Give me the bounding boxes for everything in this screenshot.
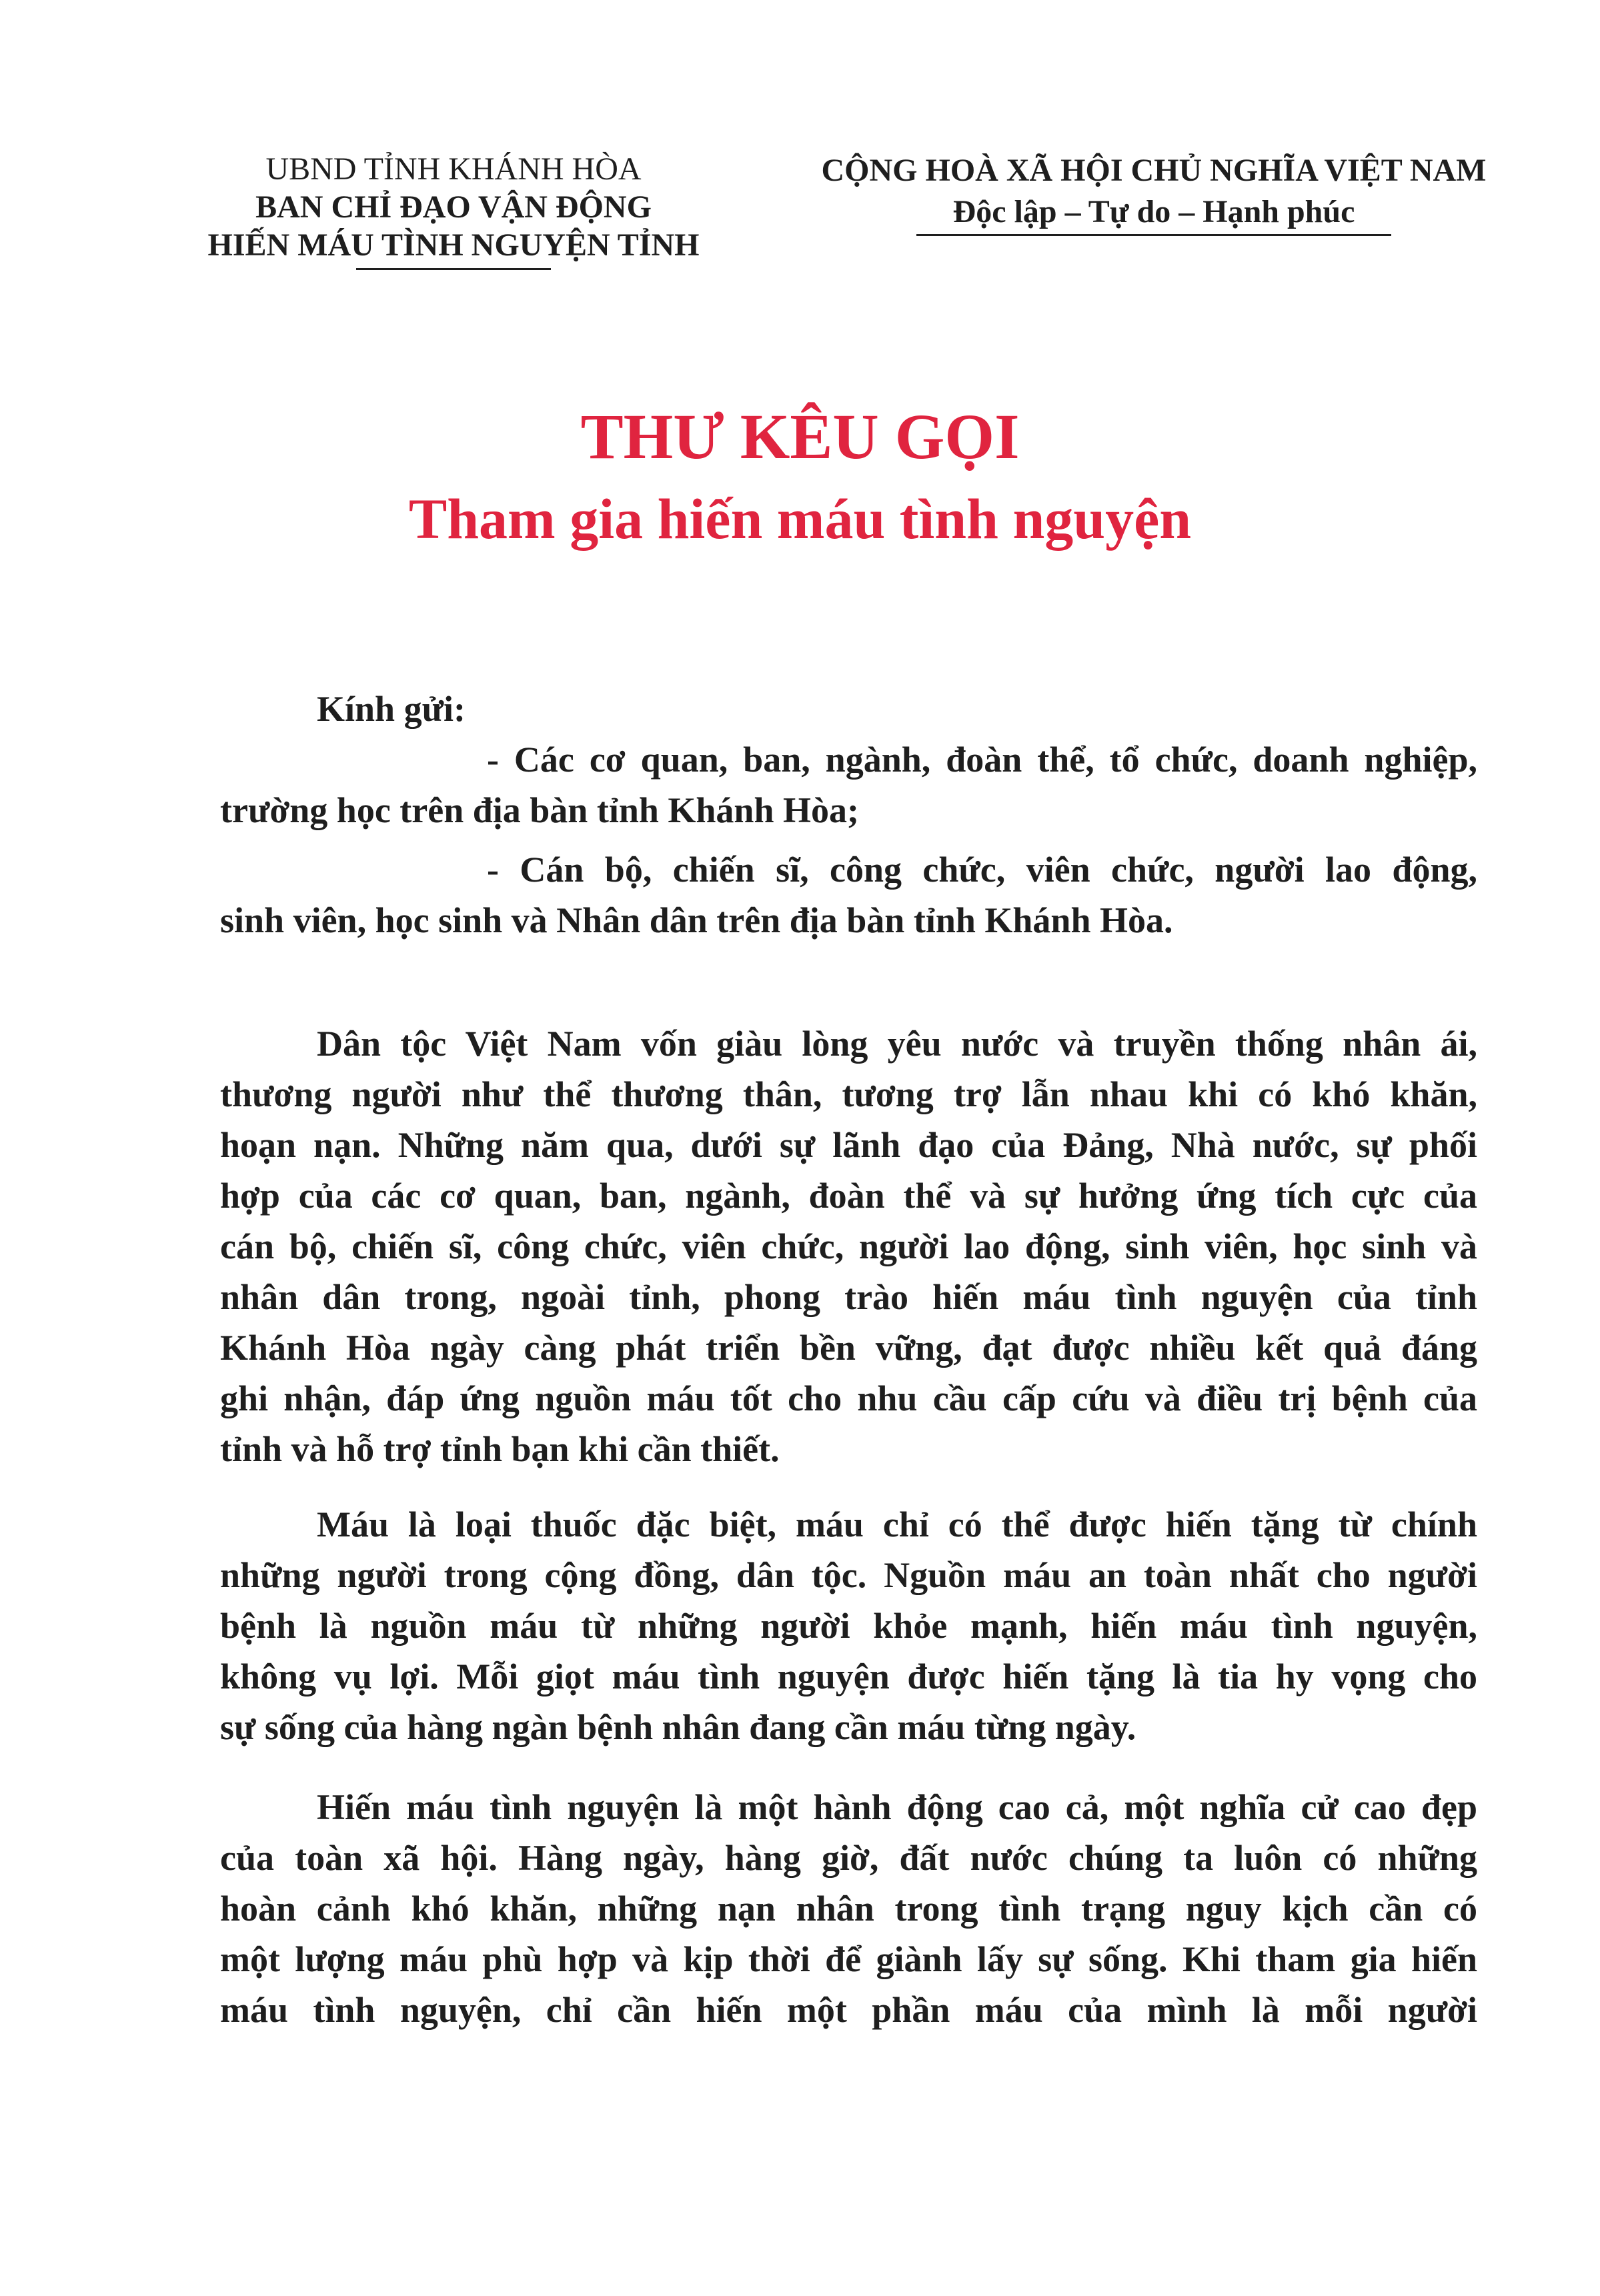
paragraph-3 (220, 1782, 1477, 2035)
recipient-2 (220, 844, 1477, 946)
motto-underline (916, 234, 1391, 236)
paragraph-line: Khánh Hòa ngày càng phát triển bền vững, đạt được nhiều kết quả đáng (220, 1328, 1477, 1368)
recipient-1 (220, 734, 1477, 836)
paragraph-2 (220, 1499, 1477, 1753)
document-subtitle: Tham gia hiến máu tình nguyện (408, 487, 1192, 551)
recipient-line: - Các cơ quan, ban, ngành, đoàn thể, tổ chức, doanh nghiệp, (487, 740, 1477, 780)
authority-line-2: BAN CHỈ ĐẠO VẬN ĐỘNG (255, 189, 652, 225)
paragraph-line: thương người như thể thương thân, tương trợ lẫn nhau khi có khó khăn, (220, 1074, 1477, 1114)
country-name: CỘNG HOÀ XÃ HỘI CHỦ NGHĨA VIỆT NAM (821, 153, 1487, 188)
issuing-authority-block (153, 150, 754, 270)
paragraph-line: sự sống của hàng ngàn bệnh nhân đang cần máu từng ngày. (220, 1707, 1136, 1747)
paragraph-line: hoạn nạn. Những năm qua, dưới sự lãnh đạo của Đảng, Nhà nước, sự phối (220, 1125, 1477, 1165)
greeting: Kính gửi: (317, 689, 466, 729)
document-title: THƯ KÊU GỌI (580, 401, 1020, 472)
paragraph-line: Dân tộc Việt Nam vốn giàu lòng yêu nước và truyền thống nhân ái, (317, 1024, 1477, 1064)
recipient-line: - Cán bộ, chiến sĩ, công chức, viên chức, người lao động, (487, 850, 1477, 890)
paragraph-line: những người trong cộng đồng, dân tộc. Nguồn máu an toàn nhất cho người (220, 1555, 1477, 1595)
national-motto-block (767, 150, 1541, 236)
paragraph-line: ghi nhận, đáp ứng nguồn máu tốt cho nhu cầu cấp cứu và điều trị bệnh của (220, 1378, 1477, 1418)
paragraph-line: máu tình nguyện, chỉ cần hiến một phần máu của mình là mỗi người (220, 1990, 1477, 2030)
authority-line-3: HIẾN MÁU TÌNH NGUYỆN TỈNH (207, 227, 700, 263)
paragraph-line: nhân dân trong, ngoài tỉnh, phong trào hiến máu tình nguyện của tỉnh (220, 1277, 1477, 1317)
paragraph-line: hoàn cảnh khó khăn, những nạn nhân trong tình trạng nguy kịch cần có (220, 1889, 1477, 1929)
paragraph-line: Hiến máu tình nguyện là một hành động cao cả, một nghĩa cử cao đẹp (317, 1787, 1477, 1827)
paragraph-line: cán bộ, chiến sĩ, công chức, viên chức, người lao động, sinh viên, học sinh và (220, 1226, 1477, 1266)
paragraph-line: không vụ lợi. Mỗi giọt máu tình nguyện được hiến tặng là tia hy vọng cho (220, 1656, 1477, 1696)
authority-line-1: UBND TỈNH KHÁNH HÒA (265, 151, 642, 187)
paragraph-1 (220, 1018, 1477, 1474)
authority-underline (356, 268, 551, 270)
paragraph-line: tỉnh và hỗ trợ tỉnh bạn khi cần thiết. (220, 1429, 780, 1469)
paragraph-line: hợp của các cơ quan, ban, ngành, đoàn thể và sự hưởng ứng tích cực của (220, 1176, 1477, 1216)
paragraph-line: của toàn xã hội. Hàng ngày, hàng giờ, đất nước chúng ta luôn có những (220, 1838, 1477, 1878)
recipient-line: trường học trên địa bàn tỉnh Khánh Hòa; (220, 790, 859, 830)
motto: Độc lập – Tự do – Hạnh phúc (952, 194, 1355, 229)
paragraph-line: một lượng máu phù hợp và kịp thời để giành lấy sự sống. Khi tham gia hiến (220, 1939, 1477, 1979)
recipient-line: sinh viên, học sinh và Nhân dân trên địa bàn tỉnh Khánh Hòa. (220, 900, 1173, 940)
paragraph-line: Máu là loại thuốc đặc biệt, máu chỉ có thể được hiến tặng từ chính (317, 1504, 1477, 1544)
paragraph-line: bệnh là nguồn máu từ những người khỏe mạnh, hiến máu tình nguyện, (220, 1606, 1477, 1646)
